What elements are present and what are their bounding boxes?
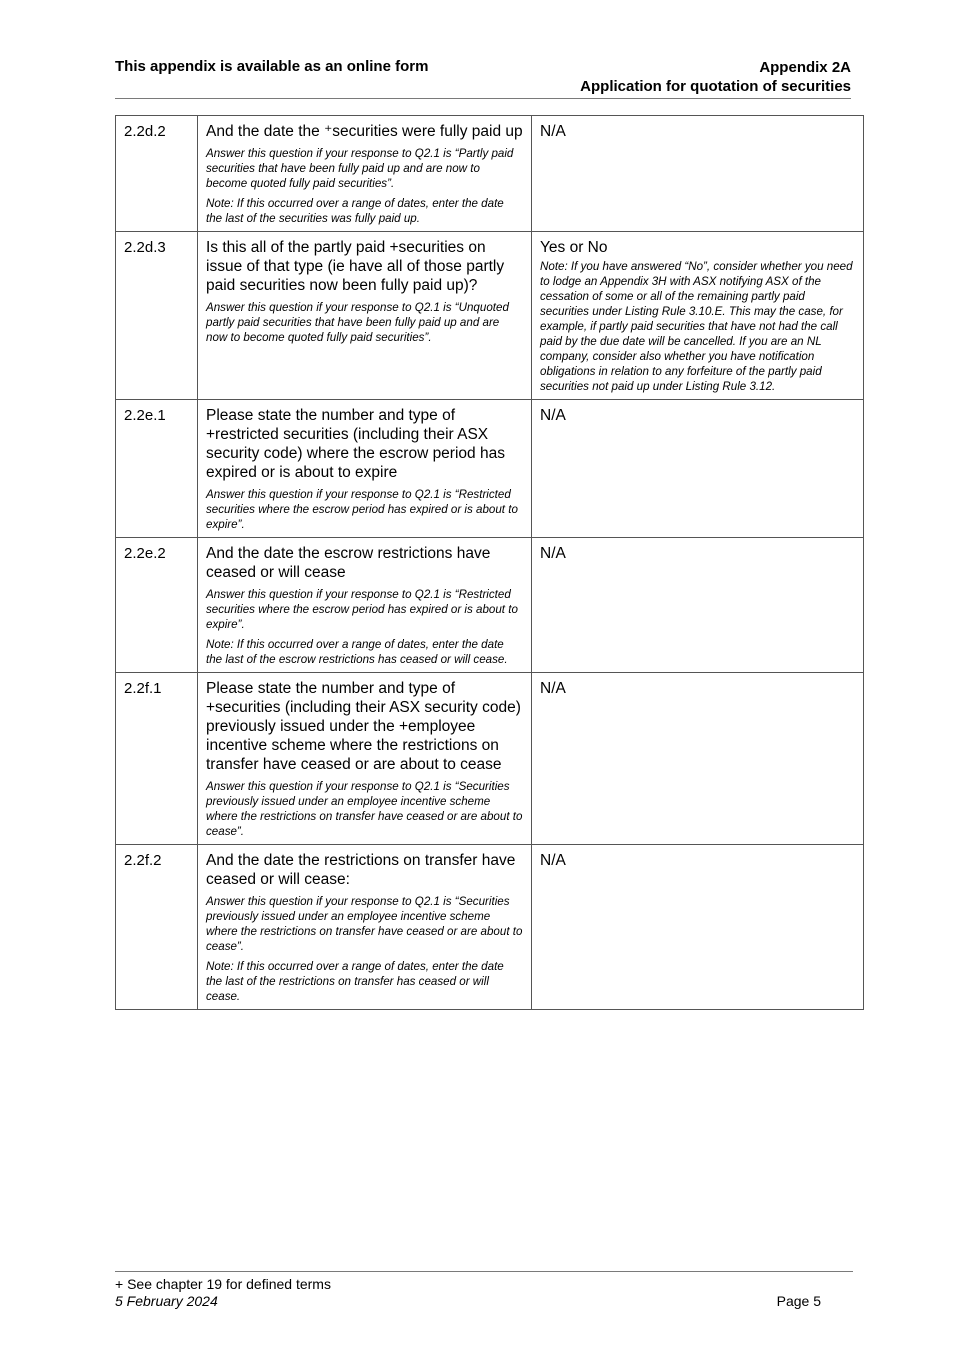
question-text: And the date the restrictions on transfer have ceased or will cease: bbox=[206, 852, 516, 888]
question-cell bbox=[198, 673, 532, 845]
question-guidance-note: Answer this question if your response to Q2.1 is “Securities previously issued under an employee incentive scheme where the restrictions on transfer have ceased or are about to cease”. bbox=[206, 780, 523, 838]
question-text: And the date the ⁺securities were fully paid up bbox=[206, 123, 523, 140]
header-online-form-note: This appendix is available as an online form bbox=[115, 58, 429, 75]
answer-value: N/A bbox=[540, 680, 566, 697]
question-guidance-note: Answer this question if your response to Q2.1 is “Unquoted partly paid securities that have been fully paid up and are now to become quoted fully paid securities”. bbox=[206, 301, 509, 344]
question-guidance-note: Note: If this occurred over a range of dates, enter the date the last of the escrow restrictions has ceased or will cease. bbox=[206, 638, 508, 666]
footer-defined-terms: + See chapter 19 for defined terms bbox=[115, 1276, 331, 1292]
question-number: 2.2f.2 bbox=[116, 845, 198, 1010]
question-guidance-note: Answer this question if your response to Q2.1 is “Restricted securities where the escrow period has expired or is about to expire”. bbox=[206, 488, 518, 531]
question-row bbox=[116, 845, 864, 1010]
question-row bbox=[116, 116, 864, 232]
question-text: Please state the number and type of +restricted securities (including their ASX security code) where the escrow period has expired or is about to expire bbox=[206, 407, 505, 481]
question-cell bbox=[198, 845, 532, 1010]
footer-date: 5 February 2024 bbox=[115, 1293, 218, 1309]
question-text: Please state the number and type of +securities (including their ASX security code) previously issued under the +employee incentive scheme where the restrictions on transfer have ceased or are about to cease bbox=[206, 680, 521, 773]
question-cell bbox=[198, 400, 532, 538]
question-table bbox=[115, 115, 864, 1010]
answer-cell bbox=[532, 538, 864, 673]
footer-page-number: Page 5 bbox=[776, 1293, 821, 1309]
question-text: And the date the escrow restrictions have ceased or will cease bbox=[206, 545, 491, 581]
header-appendix-title bbox=[580, 58, 851, 96]
answer-cell bbox=[532, 673, 864, 845]
answer-cell bbox=[532, 845, 864, 1010]
question-row bbox=[116, 232, 864, 400]
answer-cell bbox=[532, 116, 864, 232]
answer-value: Yes or No bbox=[540, 239, 608, 256]
question-text: Is this all of the partly paid +securities on issue of that type (ie have all of those partly paid securities now been fully paid up)? bbox=[206, 239, 505, 294]
question-cell bbox=[198, 538, 532, 673]
question-guidance-note: Note: If this occurred over a range of dates, enter the date the last of the securities was fully paid up. bbox=[206, 197, 504, 225]
answer-note: Note: If you have answered “No”, consider whether you need to lodge an Appendix 3H with ASX notifying ASX of the cessation of some or all of the remaining partly paid securities under Listing Rule 3.10.E. This may the case, for example, if partly paid securities that have not had the call paid by the due date will be cancelled. If you are an NL company, consider also whether you have notification obligations in relation to any forfeiture of the partly paid securities not paid up under Listing Rule 3.12. bbox=[540, 260, 853, 393]
question-row bbox=[116, 538, 864, 673]
question-number: 2.2d.3 bbox=[116, 232, 198, 400]
question-cell bbox=[198, 116, 532, 232]
question-number: 2.2f.1 bbox=[116, 673, 198, 845]
question-cell bbox=[198, 232, 532, 400]
question-number: 2.2e.1 bbox=[116, 400, 198, 538]
answer-cell bbox=[532, 400, 864, 538]
page-footer bbox=[115, 1271, 853, 1310]
answer-value: N/A bbox=[540, 852, 566, 869]
answer-value: N/A bbox=[540, 545, 566, 562]
question-row bbox=[116, 400, 864, 538]
header-appendix-subtitle: Application for quotation of securities bbox=[580, 78, 851, 95]
question-row bbox=[116, 673, 864, 845]
question-number: 2.2e.2 bbox=[116, 538, 198, 673]
question-number: 2.2d.2 bbox=[116, 116, 198, 232]
question-guidance-note: Note: If this occurred over a range of dates, enter the date the last of the restrictions on transfer has ceased or will cease. bbox=[206, 960, 504, 1003]
question-guidance-note: Answer this question if your response to Q2.1 is “Partly paid securities that have been fully paid up and are now to become quoted fully paid securities”. bbox=[206, 147, 514, 190]
question-guidance-note: Answer this question if your response to Q2.1 is “Securities previously issued under an employee incentive scheme where the restrictions on transfer have ceased or are about to cease”. bbox=[206, 895, 523, 953]
question-guidance-note: Answer this question if your response to Q2.1 is “Restricted securities where the escrow period has expired or is about to expire”. bbox=[206, 588, 518, 631]
header-appendix-number: Appendix 2A bbox=[759, 59, 851, 76]
answer-cell bbox=[532, 232, 864, 400]
page-header bbox=[115, 58, 851, 99]
answer-value: N/A bbox=[540, 407, 566, 424]
answer-value: N/A bbox=[540, 123, 566, 140]
